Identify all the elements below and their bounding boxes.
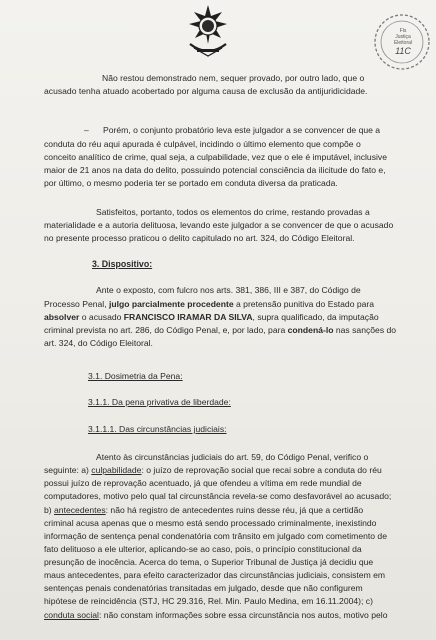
text-line	[44, 324, 396, 336]
text-line: possui juízo de reprovação acentuado, já que ofendeu a vítima em rede mundial de	[44, 478, 362, 488]
text-line: art. 324, do Código Eleitoral.	[44, 338, 153, 348]
text-line: Não restou demonstrado nem, sequer provado, por outro lado, que o	[102, 73, 365, 83]
stamp-line: Justiça	[395, 34, 411, 40]
text-line: conceito analítico de crime, qual seja, a culpabilidade, vez que o ele é imputável, inclusive	[44, 152, 387, 162]
text-line: Porém, o conjunto probatório leva este julgador a se convencer de que a	[103, 125, 381, 135]
verdict-bold-text: julgo parcialmente procedente	[108, 299, 234, 309]
text-line: presunção de inocência. Acerca do tema, o Superior Tribunal de Justiça já decidiu que	[44, 557, 374, 567]
text-line	[44, 504, 363, 516]
text-line: informação de sentença penal condenatória com trânsito em julgado com cometimento de	[44, 531, 387, 541]
text-run: o acusado	[79, 312, 124, 322]
text-run: a pretensão punitiva do Estado para	[233, 299, 375, 309]
court-stamp	[372, 12, 432, 72]
text-run: b)	[44, 505, 55, 515]
stamp-handwritten-number: 11C	[395, 46, 411, 56]
subsection-heading: 3.1. Dosimetria da Pena:	[88, 371, 183, 381]
text-line: por último, o mesmo poderia ter se portado em conduta diversa da praticada.	[44, 178, 338, 188]
stamp-line: Eleitoral	[393, 40, 413, 46]
text-line	[44, 298, 374, 310]
underlined-term: conduta social	[44, 610, 99, 620]
text-run: nas sanções do	[333, 325, 397, 335]
underlined-term: antecedentes	[54, 505, 106, 515]
coat-of-arms-icon	[180, 4, 236, 60]
section-heading: 3. Dispositivo:	[92, 259, 153, 269]
subsection-heading: 3.1.1. Da pena privativa de liberdade:	[88, 397, 231, 407]
text-line: hipótese de reincidência (STJ, HC 29.316, Rel. Min. Paulo Medina, em 16.11.2004); c)	[44, 596, 373, 606]
text-line	[44, 311, 379, 323]
text-line: Satisfeitos, portanto, todos os elementos do crime, restando provadas a	[96, 207, 370, 217]
defendant-name: FRANCISCO IRAMAR DA SILVA	[123, 312, 253, 322]
text-line: fato delituoso a ele ulterior, aplicando-se ao caso, pois, o princípio constitucional da	[44, 544, 362, 554]
text-run: Processo Penal,	[44, 299, 109, 309]
underlined-term: culpabilidade	[91, 465, 142, 475]
text-run: : não há registro de antecedentes ruins desse réu, já que a certidão	[105, 505, 364, 515]
absolve-bold-text: absolver	[44, 312, 80, 322]
text-line: no presente processo praticou o delito capitulado no art. 324, do Código Eleitoral.	[44, 233, 355, 243]
text-line: materialidade e a autoria delituosa, levando este julgador a se convencer de que o acusado	[44, 220, 394, 230]
text-line	[44, 609, 387, 621]
stamp-line: Fls	[399, 28, 407, 34]
text-line: computadores, motivo pelo qual tal circunstância revela-se como desfavorável ao acusado;	[44, 491, 392, 501]
text-run: seguinte: a)	[44, 465, 92, 475]
text-line: sentenças penais condenatórias transitadas em julgado, desde que não configurem	[44, 583, 363, 593]
text-run: criminal prevista no art. 286, do Código Penal, e, por lado, para	[44, 325, 288, 335]
text-line: maus antecedentes, para efeito caracterizador das circunstâncias judiciais, consistem em	[44, 570, 386, 580]
text-line	[44, 464, 382, 476]
condemn-bold-text: condená-lo	[287, 325, 334, 335]
text-line: criminal acusa apenas que o mesmo está sendo processado criminalmente, inexistindo	[44, 518, 377, 528]
bullet-dash: –	[84, 125, 89, 135]
text-line: maior de 21 anos na data do delito, possuindo potencial consciência da ilicitude do fato e,	[44, 165, 386, 175]
text-run: , supra qualificado, da imputação	[252, 312, 379, 322]
subsection-heading: 3.1.1.1. Das circunstâncias judiciais:	[88, 424, 227, 434]
text-run: : o juízo de reprovação social que recai sobre a conduta do réu	[141, 465, 382, 475]
text-line: conduta do réu aqui apurada é culpável, incidindo o último elemento que compõe o	[44, 139, 361, 149]
text-run: : não constam informações sobre essa circunstância nos autos, motivo pelo	[98, 610, 388, 620]
text-line: Ante o exposto, com fulcro nos arts. 381, 386, III e 387, do Código de	[96, 285, 361, 295]
text-line: acusado tenha atuado acobertado por alguma causa de exclusão da antijuridicidade.	[44, 86, 368, 96]
text-line: Atento às circunstâncias judiciais do art. 59, do Código Penal, verifico o	[96, 452, 369, 462]
